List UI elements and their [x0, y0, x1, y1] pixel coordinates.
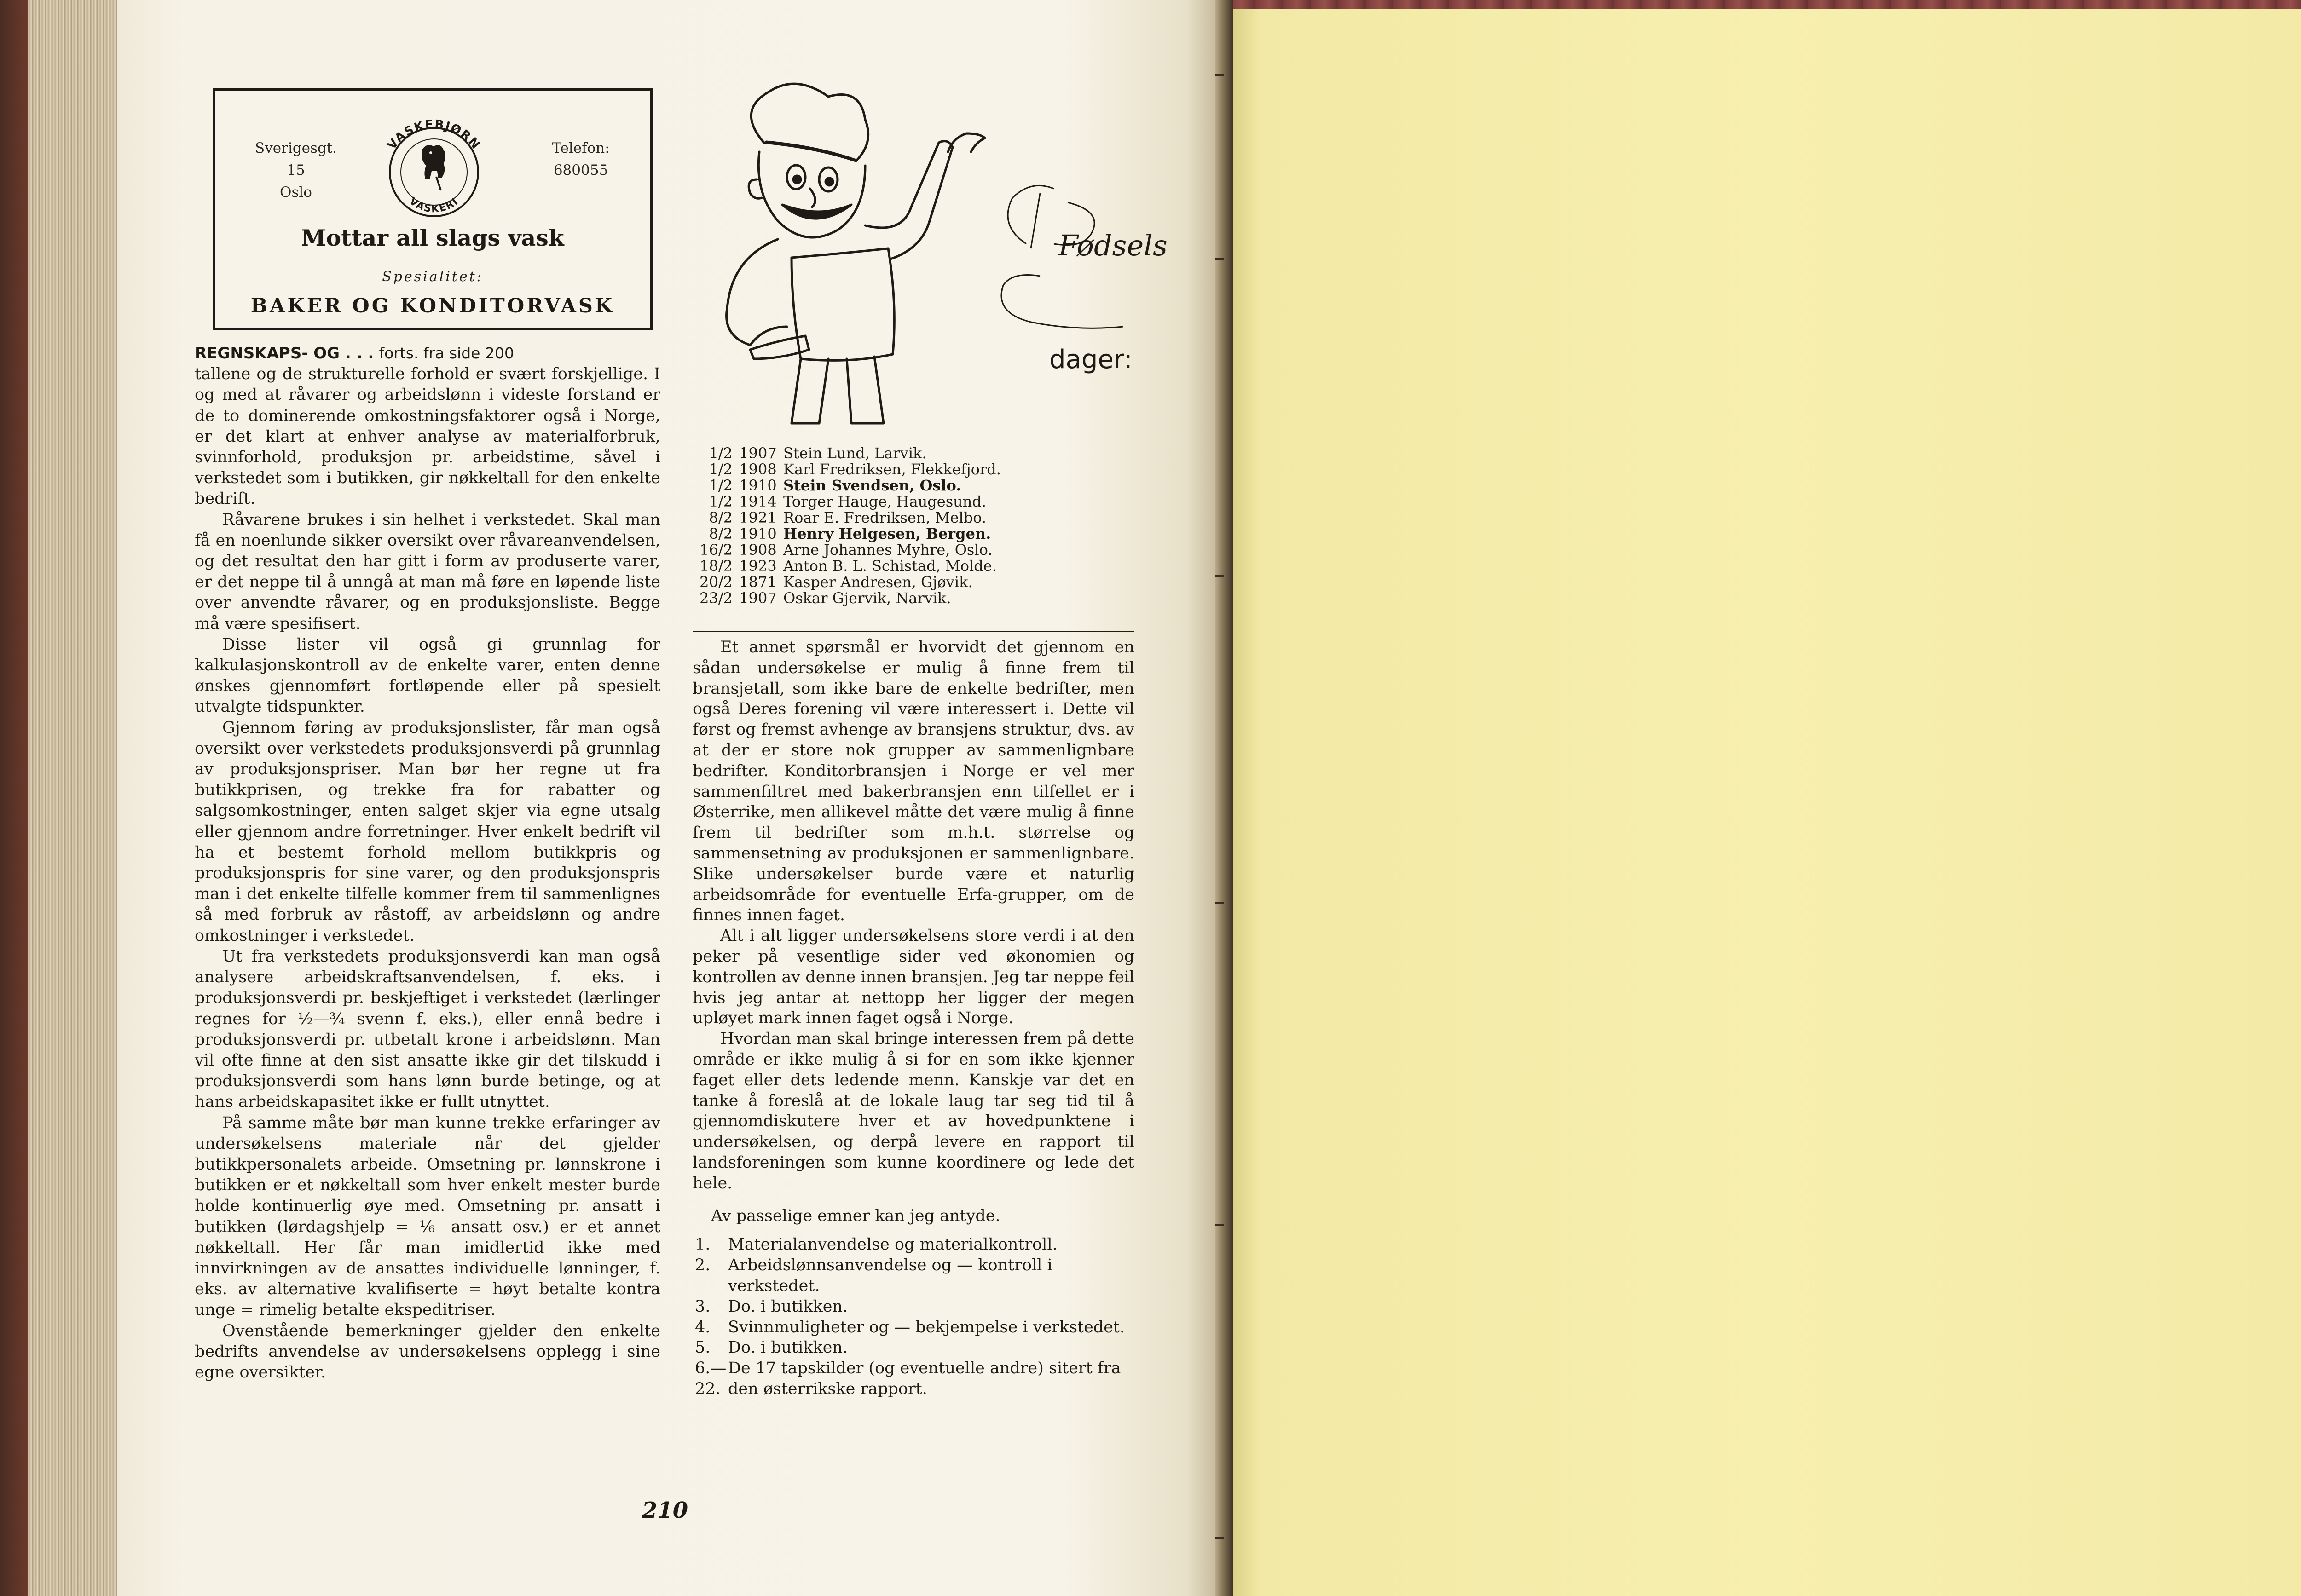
birthday-date: 16/2 — [700, 541, 733, 559]
list-number: 3. — [695, 1297, 711, 1316]
birthday-year: 1871 — [739, 573, 777, 591]
paragraph: Et annet spørsmål er hvorvidt det gjennom en sådan undersøkelse er mulig å finne frem til bransjetall, som ikke bare de enkelte bedrifter, men også Deres forening vil være interessert i. Dette vil først og fremst avhenge av bransjens struktur, dvs. av at der er store nok grupper av sammenlignbare bedrifter. Konditorbransjen i Norge er vel mer sammenfiltret med bakerbransjen enn tilfellet er i Østerrike, men allikevel måtte det være mulig å finne frem til bedrifter som m.h.t. størrelse og sammensetning av produksjonen er sammenlignbare. Slike undersøkelser burde være et naturlig arbeidsområde for eventuelle Erfa-grupper, om de finnes innen faget. — [693, 638, 1134, 925]
birthday-year: 1910 — [739, 477, 777, 494]
list-item — [693, 1317, 1134, 1338]
binding-mark — [1215, 575, 1224, 577]
list-number: 5. — [695, 1338, 711, 1357]
birthday-date: 8/2 — [709, 525, 733, 542]
binding-mark — [1215, 258, 1224, 260]
ad-headline: Mottar all slags vask — [301, 225, 564, 251]
paragraph: Ovenstående bemerkninger gjelder den enkelte bedrifts anvendelse av undersøkelsens opplegg i sine egne oversikter. — [195, 1321, 660, 1382]
birthday-entry — [700, 558, 1114, 574]
list-item — [693, 1296, 1134, 1317]
paragraph: Hvordan man skal bringe interessen frem på dette område er ikke mulig å si for en som ikke kjenner faget eller dets ledende menn. Kanskje var det en tanke å foreslå at de lokale laug tar seg tid til å gjennomdiskutere hver et av hovedpunktene i undersøkelsen, og derpå levere en rapport til landsforeningen som kunne koordinere og lede det hele. — [693, 1030, 1134, 1193]
paragraph: Gjennom føring av produksjonslister, får man også oversikt over verkstedets produksjonsverdi på grunnlag av produksjonspriser. Man bør her regne ut fra butikkprisen, og trekke fra for rabatter og salgsomkostninger, enten salget skjer via egne utsalg eller gjennom andre forretninger. Hver enkelt bedrift vil ha et bestemt forhold mellom butikkpris og produksjonspris for sine varer, og den produksjonspris man i det enkelte tilfelle kommer frem til sammenlignes så med forbruk av råstoff, av arbeidslønn og andre omkostninger i verkstedet. — [195, 718, 660, 945]
article-left-column — [195, 343, 660, 1383]
paragraph: tallene og de strukturelle forhold er svært forskjellige. I og med at råvarer og arbeidslønn i videste forstand er de to dominerende omkostningsfaktorer også i Norge, er det klart at enhver analyse av materialforbruk, svinnforhold, produksjon pr. arbeidstime, såvel i verkstedet som i butikken, gir nøkkeltall for den enkelte bedrift. — [195, 365, 660, 508]
birthday-date: 1/2 — [709, 493, 733, 510]
birthday-name: Roar E. Fredriksen, Melbo. — [783, 509, 987, 526]
list-text: Arbeidslønnsanvendelse og — kontroll i verkstedet. — [728, 1256, 1052, 1295]
birthday-year: 1923 — [739, 557, 777, 575]
book-cover-top — [1228, 0, 2301, 10]
ad-phone-number: 680055 — [553, 162, 608, 179]
birthday-date: 1/2 — [709, 477, 733, 494]
birthday-name: Kasper Andresen, Gjøvik. — [783, 573, 973, 591]
list-item — [693, 1358, 1134, 1400]
birthday-entry — [700, 590, 1114, 606]
birthday-name: Henry Helgesen, Bergen. — [783, 525, 991, 542]
birthday-entry — [700, 542, 1114, 558]
ad-specialty: BAKER OG KONDITORVASK — [250, 294, 615, 317]
birthday-date: 8/2 — [709, 509, 733, 526]
logo-bottom-text: VASKERI — [407, 195, 461, 215]
list-number: 4. — [695, 1318, 711, 1337]
ad-phone-label: Telefon: — [552, 140, 610, 156]
paragraph: Råvarene brukes i sin helhet i verkstedet. Skal man få en noenlunde sikker oversikt over råvareanvendelsen, og det resultat den har gitt i form av produserte varer, er det neppe til å unngå at man må føre en løpende liste over anvendte råvarer, og en produksjonsliste. Begge må være spesifisert. — [195, 510, 660, 633]
page-stack-edge — [28, 0, 124, 1596]
birthday-list — [700, 445, 1114, 606]
birthdays-title-bottom: dager: — [1049, 345, 1133, 375]
article-heading-line — [195, 343, 660, 364]
birthday-entry — [700, 494, 1114, 510]
birthday-entry — [700, 526, 1114, 542]
birthday-name: Oskar Gjervik, Narvik. — [783, 589, 951, 607]
list-text: Do. i butikken. — [728, 1297, 848, 1316]
birthday-date: 1/2 — [709, 461, 733, 478]
birthday-entry — [700, 445, 1114, 461]
ad-specialty-label: Spesialitet: — [382, 269, 483, 285]
page-number: 210 — [642, 1498, 688, 1523]
birthday-name: Stein Lund, Larvik. — [783, 444, 927, 462]
birthday-year: 1914 — [739, 493, 777, 510]
list-item — [693, 1255, 1134, 1296]
logo-top-text: VASKEBJØRN — [385, 117, 483, 152]
list-text: De 17 tapskilder (og eventuelle andre) sitert fra den østerrikske rapport. — [728, 1359, 1121, 1398]
list-item — [693, 1337, 1134, 1358]
paragraph: Disse lister vil også gi grunnlag for kalkulasjonskontroll av de enkelte varer, enten denne ønskes gjennomført fortløpende eller på spesielt utvalgte tidspunkter. — [195, 635, 660, 716]
birthday-entry — [700, 510, 1114, 526]
binding-mark — [1215, 1537, 1224, 1539]
birthday-entry — [700, 574, 1114, 590]
paragraph: Ut fra verkstedets produksjonsverdi kan man også analysere arbeidskraftsanvendelsen, f. eks. i produksjonsverdi pr. beskjeftiget i verkstedet (lærlinger regnes for ½—¾ svenn f. eks.), eller ennå bedre i produksjonsverdi pr. utbetalt krone i arbeidslønn. Man vil ofte finne at den sist ansatte ikke gir det tilskudd i produksjonsverdi som hans lønn burde betinge, og at hans arbeidskapasitet ikke er fullt utnyttet. — [195, 947, 660, 1112]
binding-mark — [1215, 902, 1224, 904]
right-page-blank — [1228, 9, 2301, 1596]
ad-phone — [544, 137, 618, 181]
baker-illustration — [709, 64, 1168, 442]
birthdays-title-top: Fødsels — [1058, 229, 1168, 262]
birthday-date: 20/2 — [700, 573, 733, 591]
birthday-year: 1910 — [739, 525, 777, 542]
bear-logo-icon — [367, 108, 501, 223]
birthday-name: Anton B. L. Schistad, Molde. — [783, 557, 997, 575]
list-text: Do. i butikken. — [728, 1338, 848, 1357]
binding-mark — [1215, 74, 1224, 76]
birthday-date: 1/2 — [709, 444, 733, 462]
ad-city: Oslo — [280, 184, 312, 201]
topic-list — [693, 1206, 1134, 1400]
ad-street: Sverigesgt. 15 — [254, 140, 337, 179]
birthday-name: Torger Hauge, Haugesund. — [783, 493, 986, 510]
list-intro: Av passelige emner kan jeg antyde. — [711, 1206, 1000, 1225]
birthday-date: 18/2 — [700, 557, 733, 575]
list-number: 1. — [695, 1235, 711, 1254]
list-number: 6.—22. — [695, 1359, 727, 1398]
birthday-year: 1921 — [739, 509, 777, 526]
list-text: Svinnmuligheter og — bekjempelse i verkstedet. — [728, 1318, 1125, 1337]
birthday-year: 1907 — [739, 444, 777, 462]
birthday-name: Arne Johannes Myhre, Oslo. — [783, 541, 993, 559]
list-item — [693, 1234, 1134, 1255]
book-gutter — [1215, 0, 1233, 1596]
birthday-date: 23/2 — [700, 589, 733, 607]
birthday-year: 1908 — [739, 541, 777, 559]
continued-note: forts. fra side 200 — [379, 344, 514, 362]
article-heading: REGNSKAPS- OG . . . — [195, 344, 374, 363]
birthday-name: Karl Fredriksen, Flekkefjord. — [783, 461, 1001, 478]
binding-mark — [1215, 1224, 1224, 1226]
paragraph: På samme måte bør man kunne trekke erfaringer av undersøkelsens materiale når det gjelder butikkpersonalets arbeide. Omsetning pr. lønnskrone i butikken er et nøkkeltall som hver enkelt mester burde holde kontinuerlig øye med. Omsetning pr. ansatt i butikken (lørdagshjelp = ⅙ ansatt osv.) er et annet nøkkeltall. Her får man imidlertid ikke med innvirkningen av de ansattes individuelle lønninger, f. eks. av alternative kvalifiserte = høyt betalte kontra unge = rimelig betalte ekspeditriser. — [195, 1113, 660, 1319]
list-number: 2. — [695, 1256, 711, 1275]
birthday-name: Stein Svendsen, Oslo. — [783, 477, 961, 494]
list-text: Materialanvendelse og materialkontroll. — [728, 1235, 1058, 1254]
column-divider — [693, 631, 1134, 632]
article-right-column — [693, 637, 1134, 1400]
birthday-entry — [700, 478, 1114, 494]
ad-address — [252, 137, 340, 203]
paragraph: Alt i alt ligger undersøkelsens store verdi i at den peker på vesentlige sider ved økonomien og kontrollen av denne innen bransjen. Jeg tar neppe feil hvis jeg antar at nettopp her ligger der megen upløyet mark innen faget også i Norge. — [693, 927, 1134, 1028]
laundry-advertisement — [213, 88, 653, 330]
birthday-year: 1907 — [739, 589, 777, 607]
birthday-entry — [700, 461, 1114, 478]
birthday-year: 1908 — [739, 461, 777, 478]
